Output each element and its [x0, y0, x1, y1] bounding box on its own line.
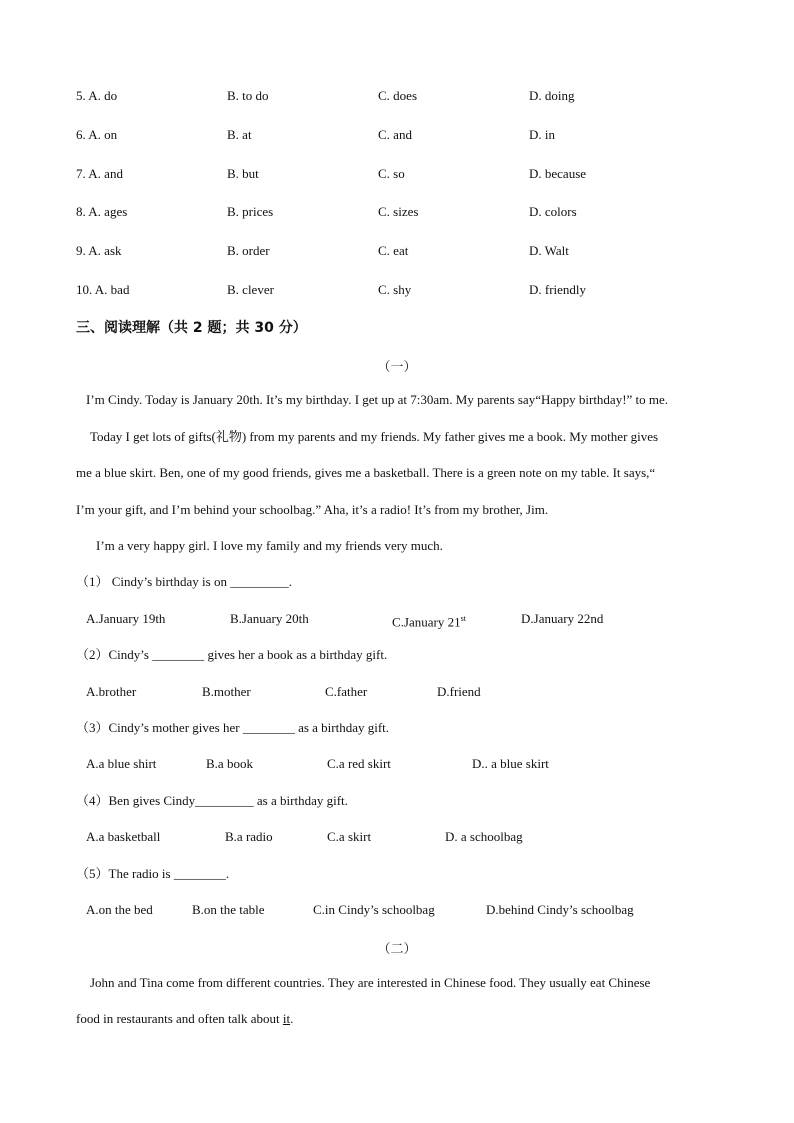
option-d: D. in: [529, 127, 555, 142]
answer-option: B.January 20th: [230, 611, 309, 626]
answer-option: A.a blue shirt: [86, 756, 157, 771]
option-a: 10. A. bad: [76, 282, 130, 297]
passage-line: [76, 1011, 293, 1027]
question-stem: （3）Cindy’s mother gives her ________ as a birthday gift.: [76, 720, 390, 735]
passage-line: I’m a very happy girl. I love my family and my friends very much.: [96, 538, 443, 553]
option-b: B. at: [227, 127, 252, 142]
option-a: 6. A. on: [76, 127, 118, 142]
option-b: B. but: [227, 166, 259, 181]
underlined-word: it: [282, 1011, 291, 1026]
answer-option: D. a schoolbag: [445, 829, 523, 844]
passage-line: Today I get lots of gifts(礼物) from my parents and my friends. My father gives me a book. My mother gives: [90, 429, 659, 444]
answer-option: B.a radio: [225, 829, 273, 844]
question-stem: （5）The radio is ________.: [76, 866, 230, 881]
passage-line: me a blue skirt. Ben, one of my good friends, gives me a basketball. There is a green note on my table. It says,“: [76, 465, 656, 480]
option-c: C. eat: [378, 243, 409, 258]
question-stem: （2）Cindy’s ________ gives her a book as a birthday gift.: [76, 647, 388, 662]
answer-option-c: [392, 611, 466, 630]
option-d: D. Walt: [529, 243, 569, 258]
option-d: D. colors: [529, 204, 577, 219]
option-d: D. because: [529, 166, 587, 181]
section-heading: 三、阅读理解（共 2 题；共 30 分）: [76, 320, 307, 336]
passage-line: John and Tina come from different countries. They are interested in Chinese food. They usually eat Chinese: [90, 975, 651, 990]
passage-marker: （一）: [377, 359, 417, 374]
option-d: D. friendly: [529, 282, 587, 297]
option-b: B. clever: [227, 282, 274, 297]
ordinal-suffix: st: [460, 614, 466, 623]
option-d: D. doing: [529, 88, 575, 103]
answer-option: A.January 19th: [86, 611, 166, 626]
answer-option: A.brother: [86, 684, 137, 699]
answer-option: B.mother: [202, 684, 251, 699]
option-c: C. and: [378, 127, 412, 142]
answer-option: A.on the bed: [86, 902, 153, 917]
passage-text: .: [290, 1011, 294, 1026]
answer-option: D.friend: [437, 684, 481, 699]
option-b: B. order: [227, 243, 270, 258]
option-c: C. shy: [378, 282, 412, 297]
answer-option: A.a basketball: [86, 829, 161, 844]
answer-option: C.January 21: [392, 614, 461, 630]
answer-option: C.father: [325, 684, 368, 699]
answer-option: C.a skirt: [327, 829, 372, 844]
passage-marker: （二）: [377, 941, 417, 956]
passage-text: food in restaurants and often talk about: [76, 1011, 283, 1026]
passage-line: I’m Cindy. Today is January 20th. It’s my birthday. I get up at 7:30am. My parents say“Happy birthday!” to me.: [86, 392, 669, 407]
answer-option: D.. a blue skirt: [472, 756, 549, 771]
option-c: C. so: [378, 166, 405, 181]
answer-option: D.January 22nd: [521, 611, 604, 626]
option-c: C. sizes: [378, 204, 419, 219]
answer-option: D.behind Cindy’s schoolbag: [486, 902, 634, 917]
option-a: 7. A. and: [76, 166, 123, 181]
question-stem: （4）Ben gives Cindy_________ as a birthday gift.: [76, 793, 348, 808]
option-a: 5. A. do: [76, 88, 118, 103]
option-b: B. prices: [227, 204, 274, 219]
question-stem: （1） Cindy’s birthday is on _________.: [76, 574, 292, 589]
option-c: C. does: [378, 88, 417, 103]
option-a: 9. A. ask: [76, 243, 122, 258]
answer-option: B.on the table: [192, 902, 265, 917]
answer-option: C.in Cindy’s schoolbag: [313, 902, 435, 917]
option-b: B. to do: [227, 88, 269, 103]
passage-line: I’m your gift, and I’m behind your schoolbag.” Aha, it’s a radio! It’s from my brother, Jim.: [76, 502, 549, 517]
option-a: 8. A. ages: [76, 204, 128, 219]
answer-option: B.a book: [206, 756, 253, 771]
answer-option: C.a red skirt: [327, 756, 391, 771]
